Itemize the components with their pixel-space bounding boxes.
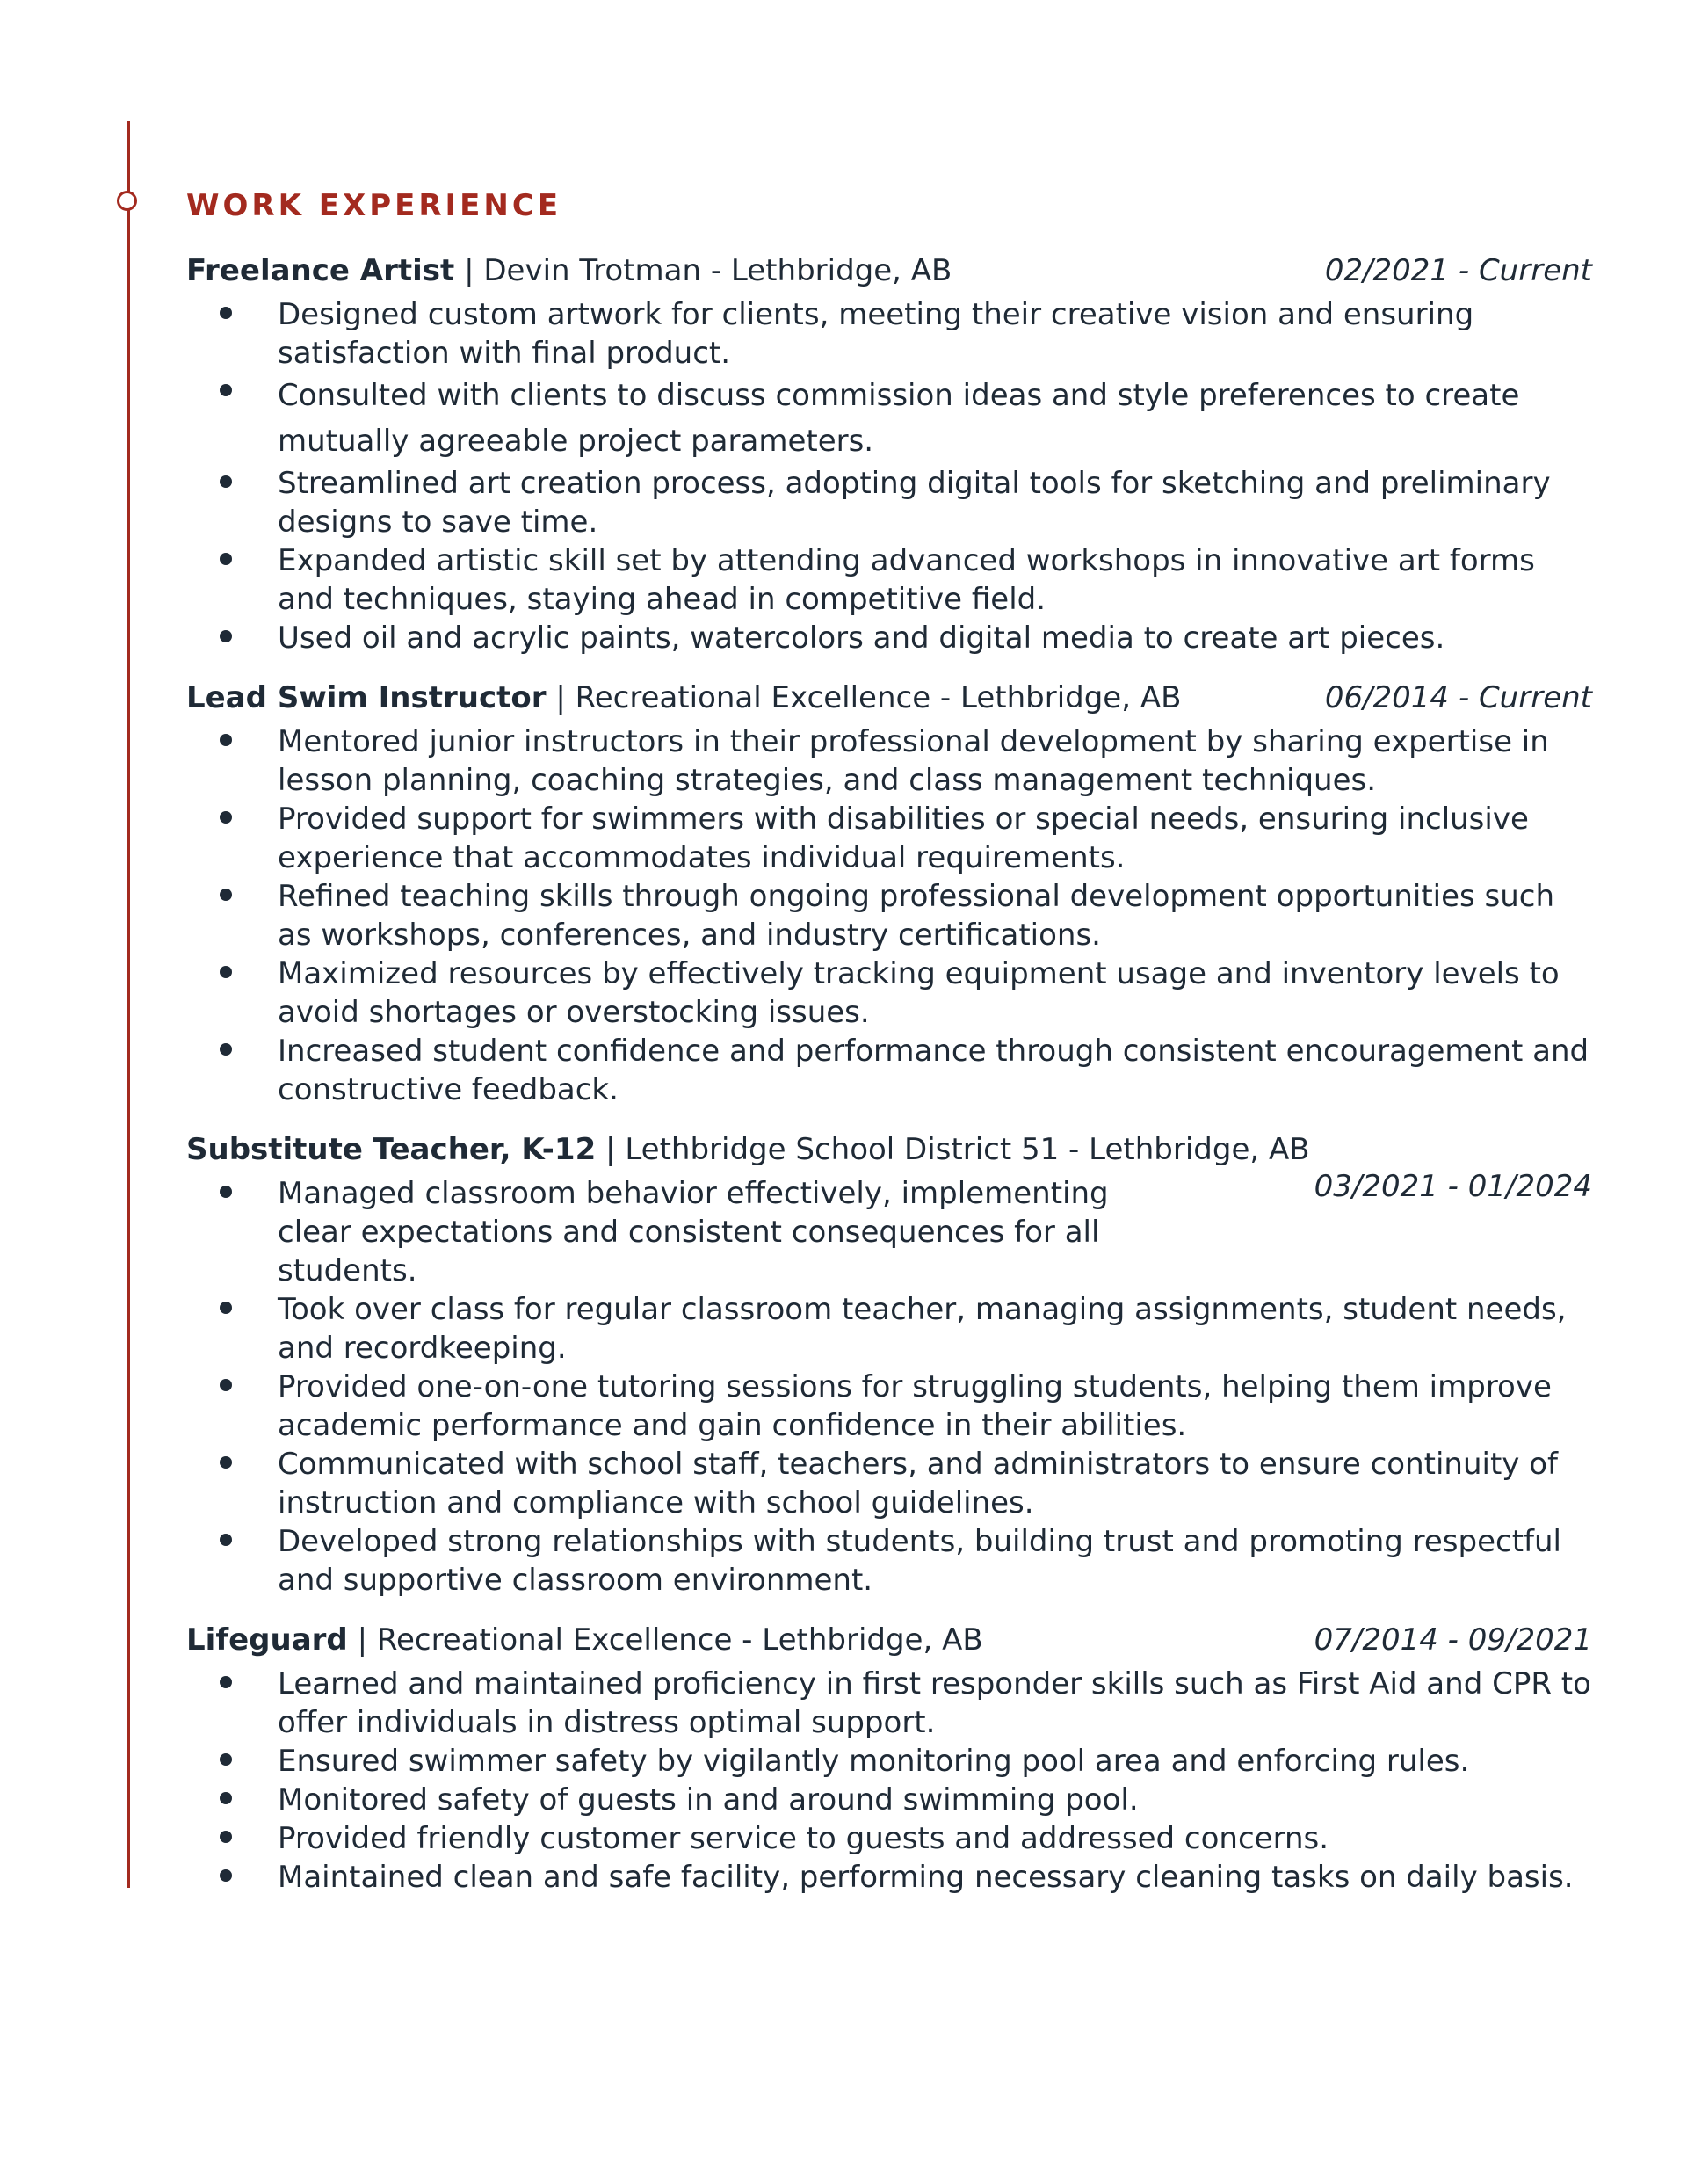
job-header bbox=[186, 246, 1592, 295]
list-item: Managed classroom behavior effectively, implementing clear expectations and consistent consequences for all students. bbox=[186, 1174, 1592, 1290]
job-dates: 06/2014 - Current bbox=[1324, 680, 1592, 715]
job-title: Substitute Teacher, K-12 bbox=[186, 1132, 597, 1167]
job-title: Lead Swim Instructor bbox=[186, 680, 547, 715]
bullet-icon bbox=[220, 889, 232, 901]
bullet-list bbox=[186, 295, 1592, 657]
job-entry bbox=[186, 1615, 1592, 1897]
company-location: Recreational Excellence - Lethbridge, AB bbox=[376, 1622, 983, 1658]
list-item: Took over class for regular classroom teacher, managing assignments, student needs, and recordkeeping. bbox=[186, 1290, 1592, 1368]
bullet-icon bbox=[220, 630, 232, 642]
separator: | bbox=[357, 1622, 368, 1658]
timeline-line bbox=[127, 121, 130, 1888]
bullet-list bbox=[186, 1665, 1592, 1897]
section-title: WORK EXPERIENCE bbox=[186, 188, 562, 223]
list-item: Expanded artistic skill set by attending advanced workshops in innovative art forms and techniques, staying ahead in competitive field. bbox=[186, 541, 1592, 619]
timeline-marker-icon bbox=[117, 191, 137, 211]
bullet-icon bbox=[220, 1676, 232, 1688]
list-item: Ensured swimmer safety by vigilantly monitoring pool area and enforcing rules. bbox=[186, 1742, 1592, 1781]
list-item: Maintained clean and safe facility, performing necessary cleaning tasks on daily basis. bbox=[186, 1858, 1592, 1897]
company-location: Devin Trotman - Lethbridge, AB bbox=[483, 253, 952, 288]
list-item: Provided one-on-one tutoring sessions for struggling students, helping them improve academic performance and gain confidence in their abilities. bbox=[186, 1368, 1592, 1445]
bullet-icon bbox=[220, 966, 232, 978]
job-entry bbox=[186, 246, 1592, 657]
list-item: Refined teaching skills through ongoing professional development opportunities such as workshops, conferences, and industry certifications. bbox=[186, 877, 1592, 954]
bullet-icon bbox=[220, 1869, 232, 1882]
bullet-icon bbox=[220, 1792, 232, 1804]
bullet-icon bbox=[220, 1753, 232, 1766]
separator: | bbox=[605, 1132, 616, 1167]
job-title: Freelance Artist bbox=[186, 253, 455, 288]
bullet-icon bbox=[220, 1534, 232, 1546]
company-location: Recreational Excellence - Lethbridge, AB bbox=[575, 680, 1182, 715]
list-item: Learned and maintained proficiency in first responder skills such as First Aid and CPR to offer individuals in distress optimal support. bbox=[186, 1665, 1592, 1742]
job-dates: 07/2014 - 09/2021 bbox=[1314, 1622, 1592, 1658]
job-title: Lifeguard bbox=[186, 1622, 348, 1658]
list-item: Increased student confidence and performance through consistent encouragement and constructive feedback. bbox=[186, 1032, 1592, 1109]
job-entry bbox=[186, 1125, 1592, 1600]
list-item: Provided friendly customer service to guests and addressed concerns. bbox=[186, 1819, 1592, 1858]
list-item: Consulted with clients to discuss commission ideas and style preferences to create mutually agreeable project parameters. bbox=[186, 373, 1592, 464]
bullet-icon bbox=[220, 734, 232, 746]
job-header bbox=[186, 1615, 1592, 1665]
bullet-icon bbox=[220, 384, 232, 396]
separator: | bbox=[555, 680, 566, 715]
resume-content bbox=[186, 185, 1592, 1912]
list-item: Used oil and acrylic paints, watercolors and digital media to create art pieces. bbox=[186, 619, 1592, 657]
bullet-icon bbox=[220, 811, 232, 824]
bullet-icon bbox=[220, 1302, 232, 1314]
bullet-icon bbox=[220, 1831, 232, 1843]
bullet-icon bbox=[220, 1379, 232, 1391]
bullet-icon bbox=[220, 1043, 232, 1056]
list-item: Monitored safety of guests in and around swimming pool. bbox=[186, 1781, 1592, 1819]
job-dates: 02/2021 - Current bbox=[1324, 253, 1592, 288]
list-item: Designed custom artwork for clients, meeting their creative vision and ensuring satisfaction with final product. bbox=[186, 295, 1592, 373]
bullet-icon bbox=[220, 1456, 232, 1469]
list-item: Maximized resources by effectively tracking equipment usage and inventory levels to avoid shortages or overstocking issues. bbox=[186, 954, 1592, 1032]
bullet-icon bbox=[220, 553, 232, 565]
bullet-list bbox=[186, 1174, 1592, 1600]
job-dates: 03/2021 - 01/2024 bbox=[1314, 1169, 1592, 1204]
bullet-icon bbox=[220, 475, 232, 488]
company-location: Lethbridge School District 51 - Lethbridge, AB bbox=[625, 1132, 1310, 1167]
list-item: Mentored junior instructors in their professional development by sharing expertise in lesson planning, coaching strategies, and class management techniques. bbox=[186, 722, 1592, 800]
job-header bbox=[186, 1125, 1592, 1204]
list-item: Developed strong relationships with students, building trust and promoting respectful and supportive classroom environment. bbox=[186, 1522, 1592, 1600]
list-item: Communicated with school staff, teachers, and administrators to ensure continuity of instruction and compliance with school guidelines. bbox=[186, 1445, 1592, 1522]
list-item: Streamlined art creation process, adopting digital tools for sketching and preliminary designs to save time. bbox=[186, 464, 1592, 541]
list-item: Provided support for swimmers with disabilities or special needs, ensuring inclusive experience that accommodates individual requirements. bbox=[186, 800, 1592, 877]
bullet-icon bbox=[220, 307, 232, 319]
job-header bbox=[186, 673, 1592, 722]
bullet-icon bbox=[220, 1186, 232, 1198]
job-entry bbox=[186, 673, 1592, 1109]
separator: | bbox=[464, 253, 474, 288]
bullet-list bbox=[186, 722, 1592, 1109]
